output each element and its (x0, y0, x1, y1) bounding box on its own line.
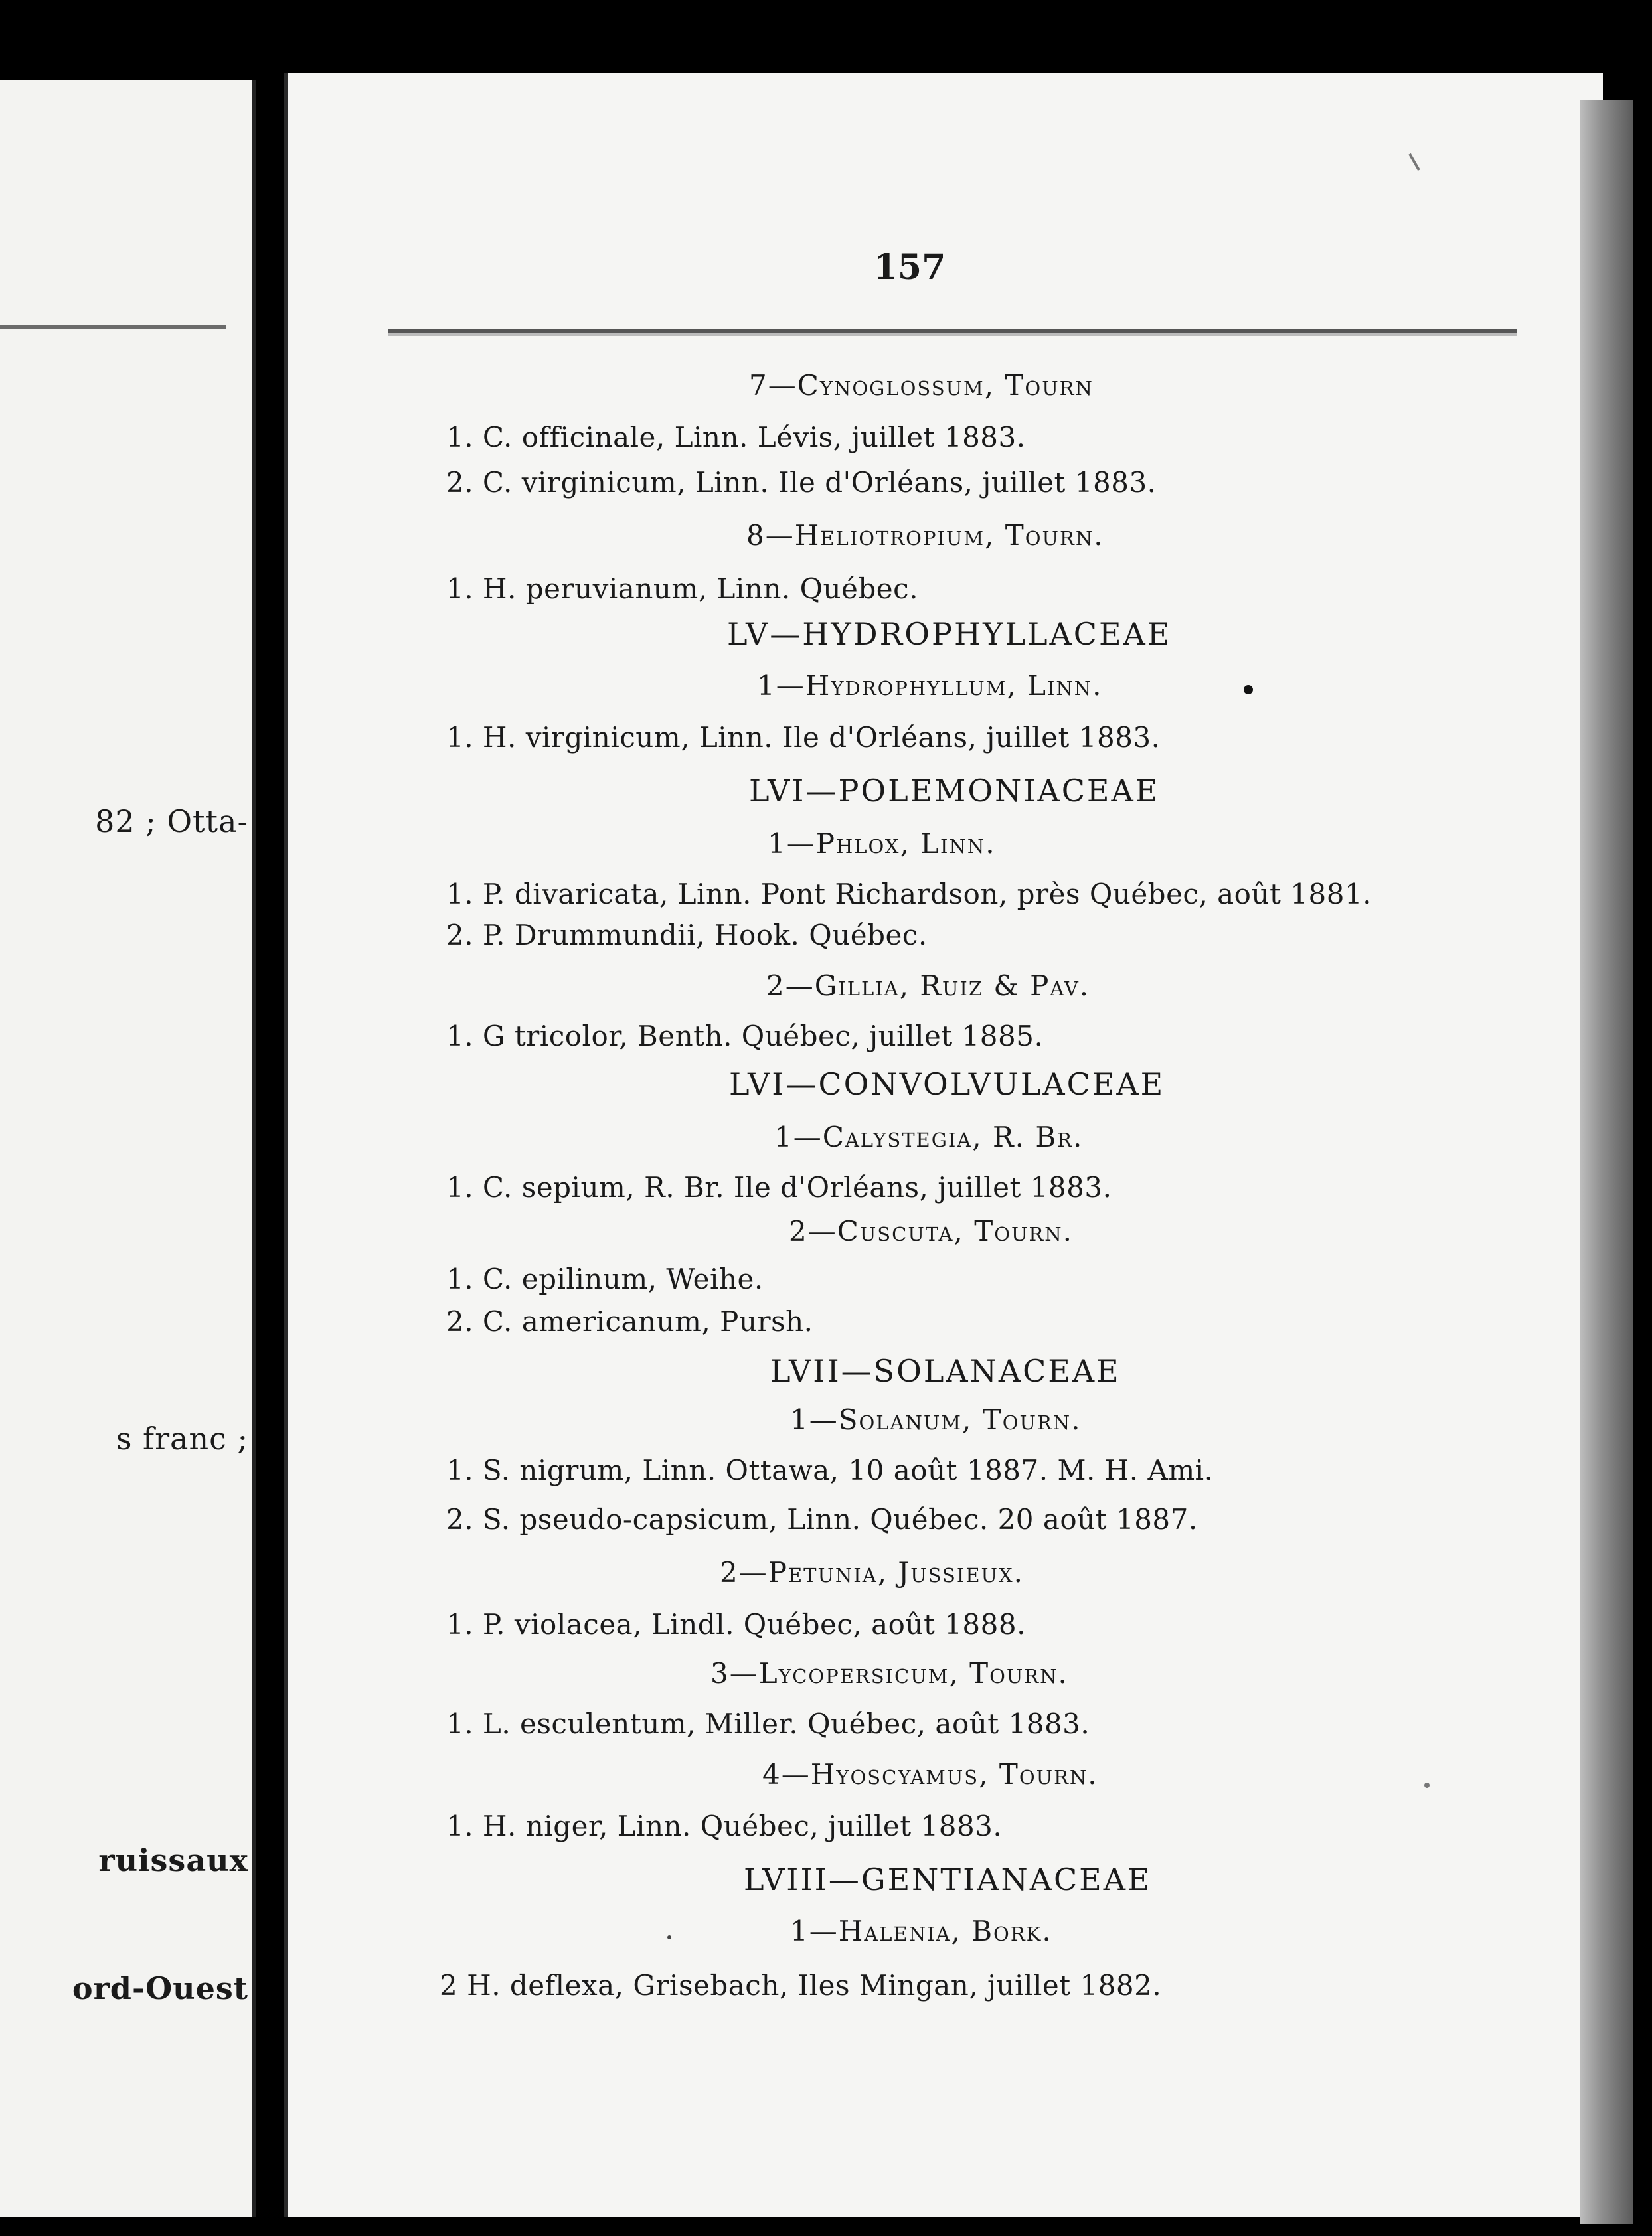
facing-text-fragment: ord-Ouest (72, 1970, 248, 2006)
scan-speck (667, 1935, 671, 1939)
page-number: 157 (873, 247, 946, 287)
species-entry: 2. P. Drummundii, Hook. Québec. (446, 919, 928, 951)
family-heading: LVIII—GENTIANACEAE (744, 1862, 1152, 1897)
species-entry: 1. G tricolor, Benth. Québec, juillet 1885. (446, 1020, 1044, 1052)
species-entry: 1. C. epilinum, Weihe. (446, 1263, 764, 1295)
species-entry: 2. S. pseudo-capsicum, Linn. Québec. 20 août 1887. (446, 1503, 1198, 1536)
facing-page-fragment (0, 80, 256, 2217)
facing-text-fragment: s franc ; (116, 1421, 248, 1457)
printed-dot-mark (1244, 685, 1253, 694)
facing-text-fragment: ruissaux (98, 1842, 248, 1878)
species-entry: 2. C. americanum, Pursh. (446, 1305, 813, 1338)
page-edge-shadow (1580, 100, 1633, 2224)
species-entry: 1. P. divaricata, Linn. Pont Richardson, près Québec, août 1881. (446, 878, 1372, 910)
species-entry: 1. H. peruvianum, Linn. Québec. (446, 572, 919, 605)
species-entry: 1. H. niger, Linn. Québec, juillet 1883. (446, 1810, 1003, 1842)
header-rule (388, 329, 1517, 333)
family-heading: LVI—CONVOLVULACEAE (729, 1066, 1165, 1102)
family-heading: LVI—POLEMONIACEAE (749, 773, 1160, 809)
species-entry: 1. C. sepium, R. Br. Ile d'Orléans, juillet 1883. (446, 1171, 1112, 1204)
species-entry: 1. S. nigrum, Linn. Ottawa, 10 août 1887. M. H. Ami. (446, 1454, 1214, 1486)
genus-heading: 1—Halenia, Bork. (790, 1915, 1052, 1947)
species-entry: 2 H. deflexa, Grisebach, Iles Mingan, juillet 1882. (440, 1969, 1162, 2002)
genus-heading: 1—Calystegia, R. Br. (774, 1121, 1084, 1153)
family-heading: LV—HYDROPHYLLACEAE (727, 616, 1172, 652)
scan-speck (1424, 1783, 1430, 1788)
species-entry: 1. P. violacea, Lindl. Québec, août 1888. (446, 1608, 1026, 1640)
facing-page-rule (0, 325, 226, 329)
genus-heading: 7—Cynoglossum, Tourn (749, 369, 1094, 402)
genus-heading: 3—Lycopersicum, Tourn. (710, 1657, 1068, 1690)
genus-heading: 2—Cuscuta, Tourn. (789, 1215, 1073, 1247)
genus-heading: 2—Gillia, Ruiz & Pav. (766, 969, 1090, 1002)
species-entry: 1. H. virginicum, Linn. Ile d'Orléans, juillet 1883. (446, 721, 1161, 754)
genus-heading: 1—Solanum, Tourn. (790, 1403, 1082, 1436)
species-entry: 1. C. officinale, Linn. Lévis, juillet 1883. (446, 421, 1026, 453)
family-heading: LVII—SOLANACEAE (770, 1353, 1121, 1389)
facing-text-fragment: 82 ; Otta- (95, 803, 248, 839)
genus-heading: 1—Phlox, Linn. (768, 827, 996, 860)
species-entry: 2. C. virginicum, Linn. Ile d'Orléans, juillet 1883. (446, 466, 1157, 499)
genus-heading: 2—Petunia, Jussieux. (720, 1556, 1024, 1589)
genus-heading: 1—Hydrophyllum, Linn. (757, 669, 1103, 702)
genus-heading: 8—Heliotropium, Tourn. (746, 519, 1104, 552)
species-entry: 1. L. esculentum, Miller. Québec, août 1883. (446, 1708, 1090, 1740)
genus-heading: 4—Hyoscyamus, Tourn. (762, 1758, 1098, 1791)
